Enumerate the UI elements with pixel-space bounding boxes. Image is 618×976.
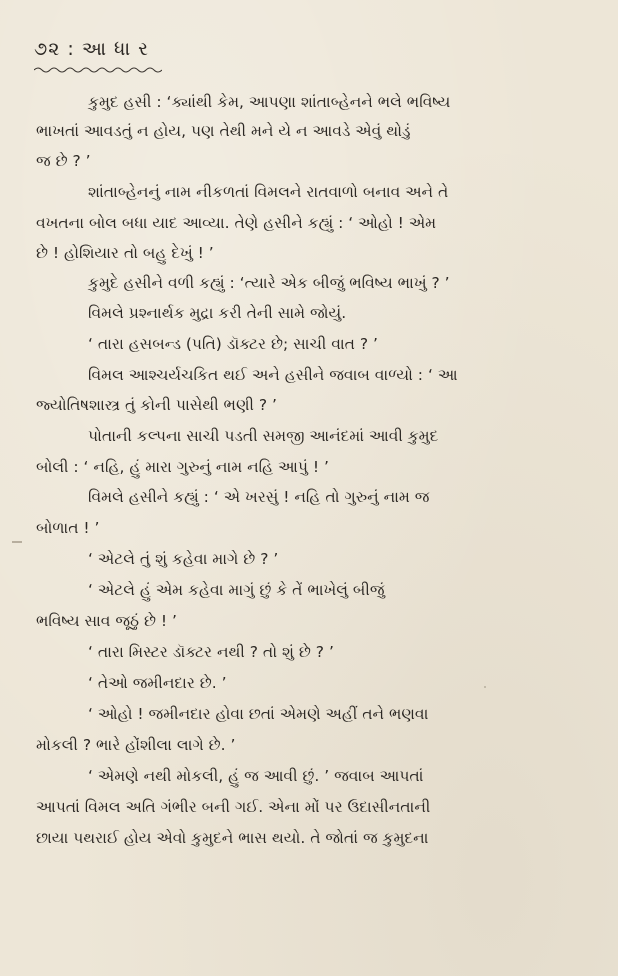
text-line-11: જ્યોતિષશાસ્ત્ર તું કોની પાસેથી ભણી ? ’ [36,396,277,414]
text-line-16: ‘ એટલે તું શું કહેવા માગે છે ? ’ [88,550,279,568]
text-line-19: ‘ તારા મિસ્ટર ડૉક્ટર નથી ? તો શું છે ? ’ [88,643,334,661]
text-line-18: ભવિષ્ય સાવ જૂઠું છે ! ’ [36,612,177,630]
margin-mark [12,541,22,543]
text-line-2: ભાખતાં આવડતું ન હોય, પણ તેથી મને યે ન આવડે એવું થોડું [36,122,411,140]
text-line-8: વિમલે પ્રશ્નાર્થક મુદ્રા કરી તેની સામે જોયું. [88,304,347,322]
text-line-25: છાયા પથરાઈ હોય એવો કુમુદને ભાસ થયો. તે જોતાં જ કુમુદના [36,829,429,847]
text-line-6: છે ! હોશિયાર તો બહુ દેખું ! ’ [36,244,214,262]
text-line-9: ‘ તારા હસબન્ડ (પતિ) ડૉક્ટર છે; સાચી વાત ? ’ [88,335,378,353]
text-line-1: કુમુદ હસી : ‘ક્યાંથી કેમ, આપણા શાંતાબ્હેનને ભલે ભવિષ્ય [88,93,451,111]
text-line-14: વિમલે હસીને કહ્યું : ‘ એ ખરસું ! નહિ તો ગુરુનું નામ જ [88,488,430,506]
paper-speck [484,686,486,688]
text-line-20: ‘ તેઓ જમીનદાર છે. ’ [88,674,227,692]
running-header: ૭૨ : આ ધા ર [34,38,149,60]
text-line-23: ‘ એમણે નથી મોકલી, હું જ આવી છું. ’ જવાબ આપતાં [88,767,424,785]
text-line-5: વખતના બોલ બધા યાદ આવ્યા. તેણે હસીને કહ્યું : ‘ ઓહો ! એમ [36,214,437,232]
text-line-12: પોતાની કલ્પના સાચી પડતી સમજી આનંદમાં આવી કુમુદ [88,427,439,445]
text-line-15: બોળાત ! ’ [36,519,100,537]
text-line-10: વિમલ આશ્ચર્યચકિત થઈ અને હસીને જવાબ વાળ્યો : ‘ આ [88,366,458,384]
text-line-24: આપતાં વિમલ અતિ ગંભીર બની ગઈ. એના મોં પર ઉદાસીનતાની [36,798,431,816]
text-line-13: બોલી : ‘ નહિ, હું મારા ગુરુનું નામ નહિ આપું ! ’ [36,458,329,476]
text-line-21: ‘ ઓહો ! જમીનદાર હોવા છતાં એમણે અહીં તને ભણવા [88,705,429,723]
text-line-7: કુમુદે હસીને વળી કહ્યું : ‘ત્યારે એક બીજું ભવિષ્ય ભાખું ? ’ [88,274,450,292]
text-line-3: જ છે ? ’ [36,152,91,170]
header-underline-ornament [34,66,162,74]
text-line-22: મોકલી ? ભારે હોંશીલા લાગે છે. ’ [36,736,236,754]
text-line-4: શાંતાબ્હેનનું નામ નીકળતાં વિમલને રાતવાળો બનાવ અને તે [88,183,449,201]
text-line-17: ‘ એટલે હું એમ કહેવા માગું છું કે તેં ભાખેલું બીજું [88,581,385,599]
